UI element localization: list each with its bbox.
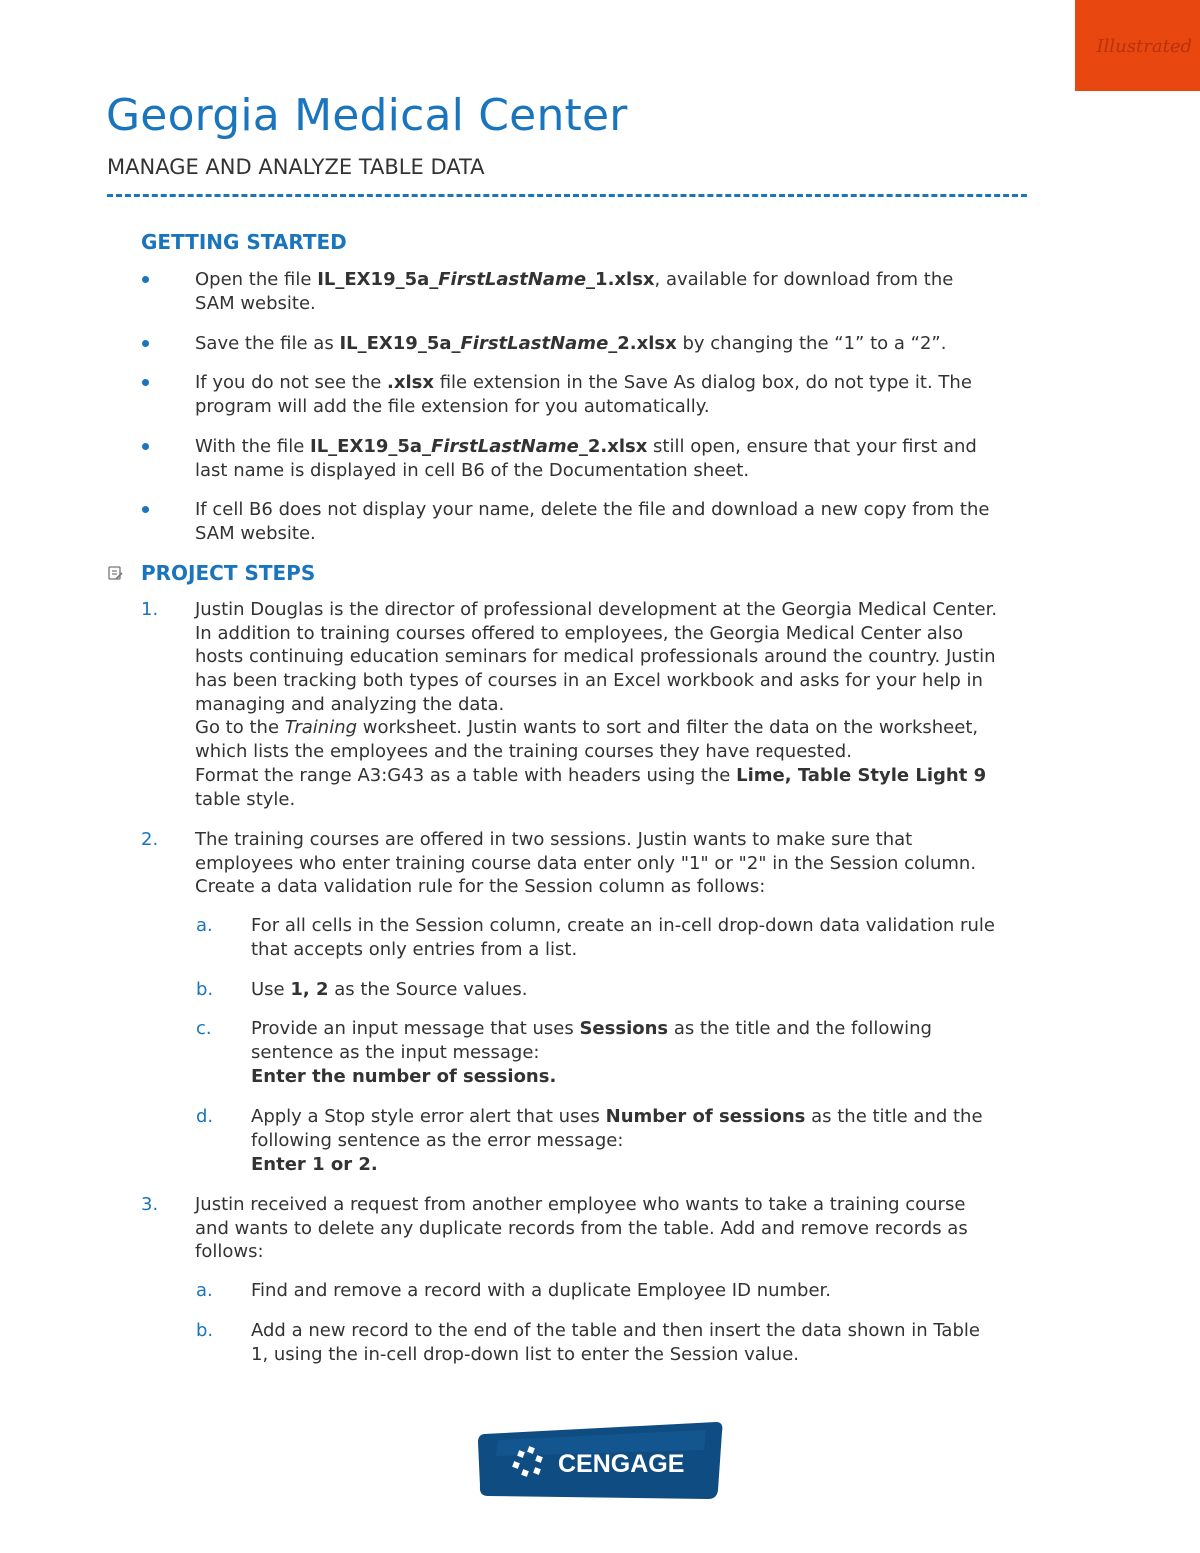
substep-text: sentence as the input message: bbox=[251, 1042, 540, 1063]
substep-text: that accepts only entries from a list. bbox=[251, 939, 578, 960]
step-number: 1. bbox=[141, 599, 159, 620]
list-item: Save the file as IL_EX19_5a_FirstLastName_2.xlsx by changing the “1” to a “2”. bbox=[195, 333, 947, 354]
step-text: Format the range A3:G43 as a table with headers using the Lime, Table Style Light 9 bbox=[195, 765, 987, 786]
step-text: hosts continuing education seminars for medical professionals around the country. Justin bbox=[195, 646, 996, 667]
substep-text: Use 1, 2 as the Source values. bbox=[251, 979, 528, 1000]
step-text: and wants to delete any duplicate records from the table. Add and remove records as bbox=[195, 1218, 968, 1239]
step-text: In addition to training courses offered to employees, the Georgia Medical Center also bbox=[195, 623, 964, 644]
substep-message: Enter the number of sessions. bbox=[251, 1066, 557, 1087]
step-text: follows: bbox=[195, 1241, 264, 1262]
step-text: managing and analyzing the data. bbox=[195, 694, 505, 715]
step-text: which lists the employees and the training courses they have requested. bbox=[195, 741, 852, 762]
bullet-icon bbox=[142, 443, 149, 450]
list-item: With the file IL_EX19_5a_FirstLastName_2.xlsx still open, ensure that your first and bbox=[195, 436, 977, 457]
substep-text: Provide an input message that uses Sessions as the title and the following bbox=[251, 1018, 932, 1039]
step-text: The training courses are offered in two sessions. Justin wants to make sure that bbox=[195, 829, 913, 850]
list-item: If cell B6 does not display your name, delete the file and download a new copy from the bbox=[195, 499, 990, 520]
substep-marker: a. bbox=[196, 915, 213, 936]
list-item: Open the file IL_EX19_5a_FirstLastName_1.xlsx, available for download from the bbox=[195, 269, 954, 290]
steps-icon bbox=[107, 565, 123, 581]
substep-marker: d. bbox=[196, 1106, 214, 1127]
bullet-icon bbox=[142, 506, 149, 513]
step-text: Justin received a request from another employee who wants to take a training course bbox=[195, 1194, 966, 1215]
dashed-divider bbox=[107, 194, 1027, 197]
step-number: 3. bbox=[141, 1194, 159, 1215]
list-item-continued: SAM website. bbox=[195, 293, 316, 314]
substep-marker: c. bbox=[196, 1018, 212, 1039]
page-title: Georgia Medical Center bbox=[106, 90, 628, 141]
corner-tab bbox=[1075, 0, 1200, 91]
step-text: employees who enter training course data enter only "1" or "2" in the Session column. bbox=[195, 853, 977, 874]
logo-text: CENGAGE bbox=[558, 1450, 685, 1478]
substep-marker: b. bbox=[196, 979, 214, 1000]
cengage-logo bbox=[478, 1420, 724, 1502]
list-item-continued: last name is displayed in cell B6 of the Documentation sheet. bbox=[195, 460, 750, 481]
bullet-icon bbox=[142, 379, 149, 386]
step-text: table style. bbox=[195, 789, 296, 810]
substep-text: For all cells in the Session column, create an in-cell drop-down data validation rule bbox=[251, 915, 995, 936]
step-number: 2. bbox=[141, 829, 159, 850]
substep-message: Enter 1 or 2. bbox=[251, 1154, 378, 1175]
page-subtitle: MANAGE AND ANALYZE TABLE DATA bbox=[107, 155, 485, 179]
corner-tab-label: Illustrated bbox=[1096, 36, 1192, 57]
step-text: has been tracking both types of courses in an Excel workbook and asks for your help in bbox=[195, 670, 983, 691]
project-steps-heading: PROJECT STEPS bbox=[141, 561, 316, 585]
substep-text: Apply a Stop style error alert that uses Number of sessions as the title and the bbox=[251, 1106, 983, 1127]
step-text: Go to the Training worksheet. Justin wants to sort and filter the data on the worksheet, bbox=[195, 717, 979, 738]
substep-text: Add a new record to the end of the table and then insert the data shown in Table bbox=[251, 1320, 980, 1341]
substep-marker: a. bbox=[196, 1280, 213, 1301]
substep-text: following sentence as the error message: bbox=[251, 1130, 624, 1151]
bullet-icon bbox=[142, 276, 149, 283]
step-text: Justin Douglas is the director of professional development at the Georgia Medical Center. bbox=[195, 599, 998, 620]
list-item-continued: SAM website. bbox=[195, 523, 316, 544]
list-item: If you do not see the .xlsx file extension in the Save As dialog box, do not type it. The bbox=[195, 372, 972, 393]
list-item-continued: program will add the file extension for you automatically. bbox=[195, 396, 710, 417]
step-text: Create a data validation rule for the Session column as follows: bbox=[195, 876, 766, 897]
substep-marker: b. bbox=[196, 1320, 214, 1341]
bullet-icon bbox=[142, 340, 149, 347]
substep-text: 1, using the in-cell drop-down list to enter the Session value. bbox=[251, 1344, 799, 1365]
substep-text: Find and remove a record with a duplicate Employee ID number. bbox=[251, 1280, 832, 1301]
getting-started-heading: GETTING STARTED bbox=[141, 230, 347, 254]
